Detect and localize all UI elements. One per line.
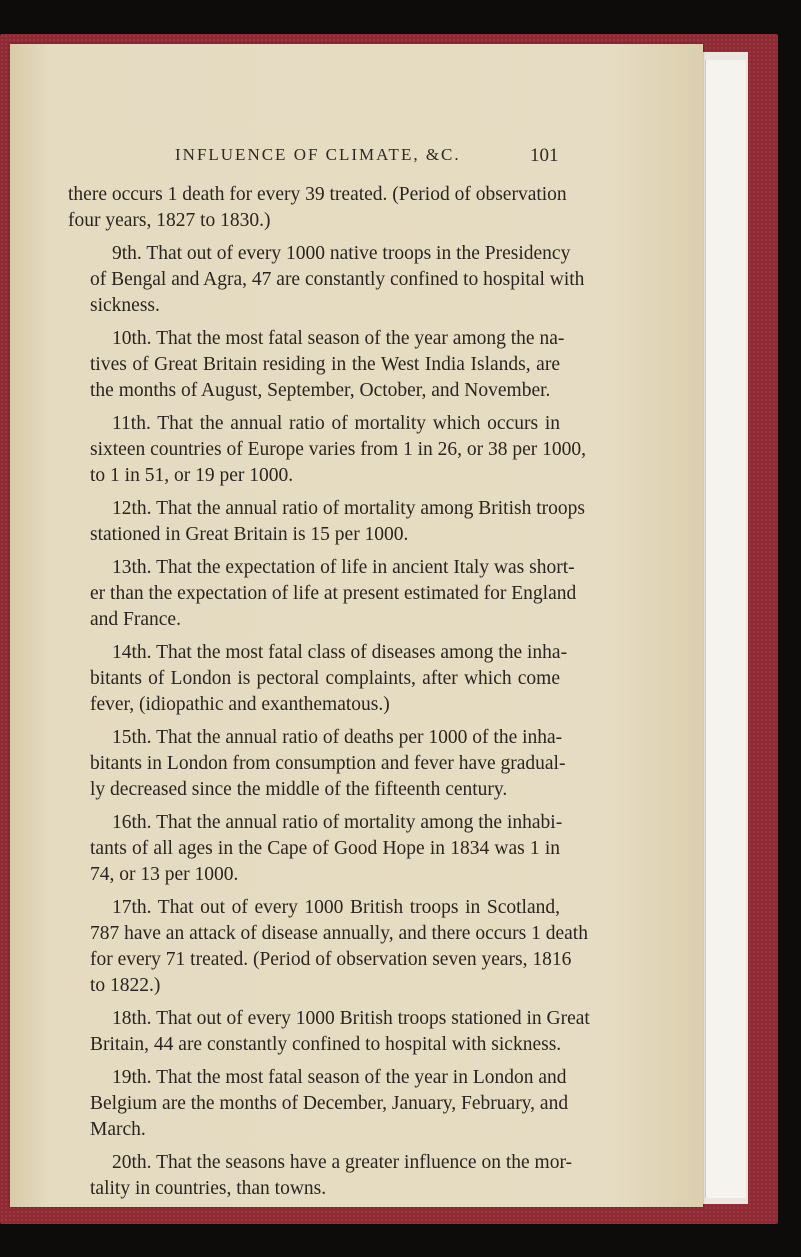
paragraph [68,810,563,888]
text-line: there occurs 1 death for every 39 treated. (Period of observation [68,184,567,205]
paragraph [68,1065,569,1143]
paragraph [68,182,567,234]
text-line: to 1822.) [90,975,161,996]
text-line: 11th. That the annual ratio of mortality which occurs in [112,413,560,434]
paragraph [68,326,565,404]
text-line: sixteen countries of Europe varies from 1 in 26, or 38 per 1000, [90,439,587,460]
paragraph [68,895,588,999]
paragraph [68,1150,573,1202]
text-line: four years, 1827 to 1830.) [68,210,271,231]
text-line: of Bengal and Agra, 47 are constantly confined to hospital with [90,269,585,290]
text-line: the months of August, September, October, and November. [90,380,551,401]
text-line: 19th. That the most fatal season of the year in London and [112,1067,567,1088]
paragraph [68,496,585,548]
page-edges-inner [705,60,746,1198]
text-line: Britain, 44 are constantly confined to hospital with sickness. [90,1034,562,1055]
text-line: bitants in London from consumption and fever have gradual- [90,753,566,774]
text-line: 18th. That out of every 1000 British troops stationed in Great [112,1008,590,1029]
text-line: 9th. That out of every 1000 native troops in the Presidency [112,243,571,264]
paragraph [68,411,587,489]
paragraph [68,1006,590,1058]
text-line: tality in countries, than towns. [90,1178,327,1199]
paragraph [68,640,568,718]
text-line: to 1 in 51, or 19 per 1000. [90,465,294,486]
text-line: 16th. That the annual ratio of mortality among the inhabi- [112,812,563,833]
paragraph [68,241,585,319]
text-line: Belgium are the months of December, January, February, and [90,1093,569,1114]
text-line: March. [90,1119,146,1140]
text-line: tants of all ages in the Cape of Good Hope in 1834 was 1 in [90,838,560,859]
running-head [0,145,801,169]
running-head-title: INFLUENCE OF CLIMATE, &C. [175,145,461,164]
text-line: 74, or 13 per 1000. [90,864,239,885]
text-line: sickness. [90,295,160,316]
text-line: bitants of London is pectoral complaints, after which come [90,668,560,689]
body-text [68,182,590,1209]
text-line: 14th. That the most fatal class of diseases among the inha- [112,642,568,663]
text-line: fever, (idiopathic and exanthematous.) [90,694,390,715]
page-number: 101 [530,145,559,166]
text-line: 15th. That the annual ratio of deaths per 1000 of the inha- [112,727,563,748]
paragraph [68,555,577,633]
text-line: 17th. That out of every 1000 British troops in Scotland, [112,897,560,918]
paragraph [68,725,566,803]
text-line: 20th. That the seasons have a greater influence on the mor- [112,1152,573,1173]
text-line: er than the expectation of life at present estimated for England [90,583,577,604]
text-line: stationed in Great Britain is 15 per 1000. [90,524,409,545]
text-line: 787 have an attack of disease annually, and there occurs 1 death [90,923,588,944]
text-line: 10th. That the most fatal season of the year among the na- [112,328,565,349]
text-line: ly decreased since the middle of the fifteenth century. [90,779,508,800]
text-line: and France. [90,609,181,630]
text-line: 13th. That the expectation of life in ancient Italy was short- [112,557,575,578]
text-line: 12th. That the annual ratio of mortality among British troops [112,498,585,519]
text-line: for every 71 treated. (Period of observation seven years, 1816 [90,949,572,970]
text-line: tives of Great Britain residing in the West India Islands, are [90,354,560,375]
